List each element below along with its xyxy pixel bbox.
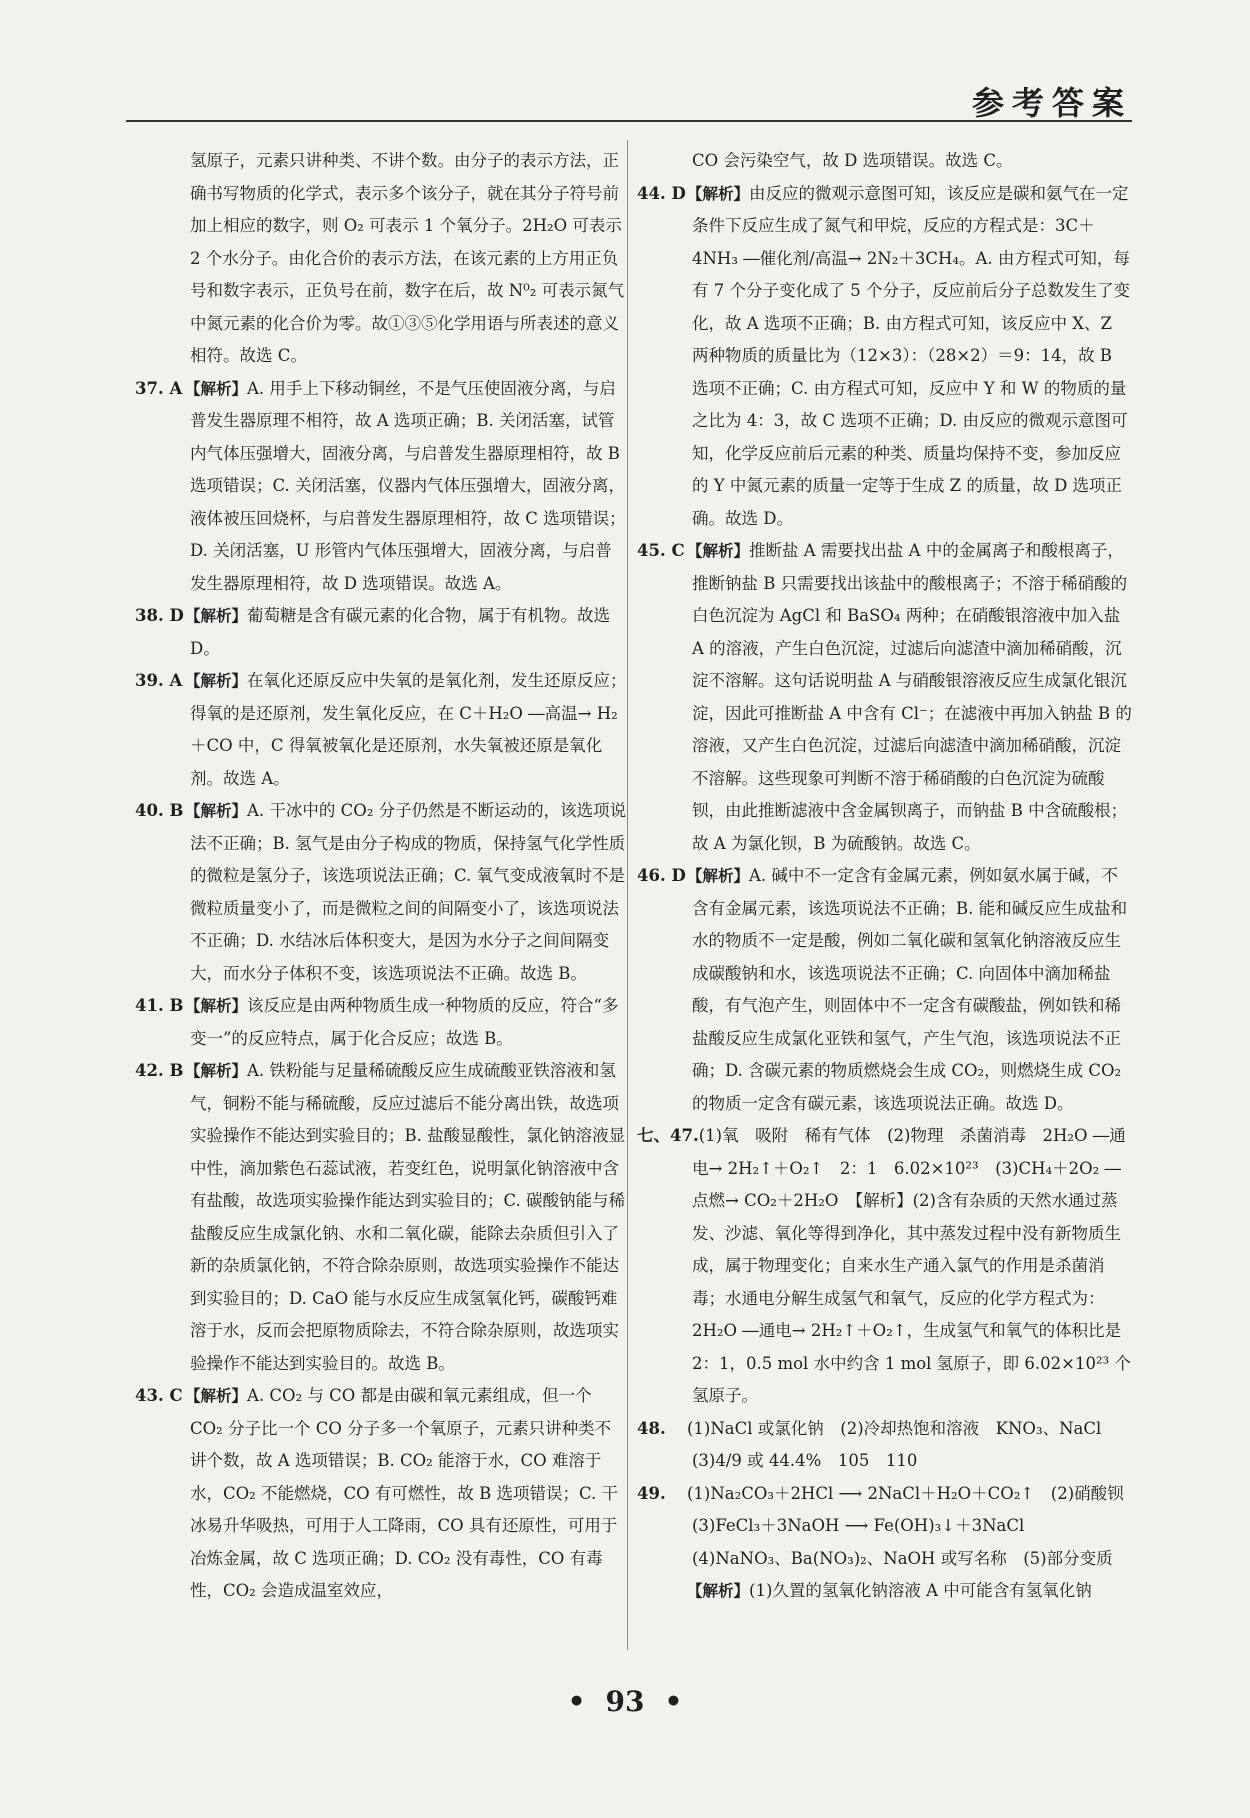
question-number: 41. B — [135, 996, 184, 1015]
answer-entry — [637, 1120, 1133, 1413]
answer-entry — [637, 1413, 1133, 1478]
analysis-tag: 【解析】 — [185, 607, 248, 625]
answer-entry — [637, 535, 1133, 860]
answer-text: (1)久置的氢氧化钠溶液 A 中可能含有氢氧化钠 — [749, 1581, 1092, 1600]
page-number-dot-left: • — [567, 1685, 586, 1718]
answer-text: A. 用手上下移动铜丝，不是气压使固液分离，与启普发生器原理不相符，故 A 选项正确；B. 关闭活塞，试管内气体压强增大，固液分离，与启普发生器原理相符，故 B 选项错误；C. 关闭活塞，仪器内气体压强增大，固液分离，液体被压回烧杯，与启普发生器原理相符，故 C 选项错误；D. 关闭活塞，U 形管内气体压强增大，固液分离，与启普发生器原理相符，故 D 选项错误。故选 A。 — [190, 378, 626, 593]
answer-entry — [135, 1380, 627, 1608]
analysis-tag: 【解析】 — [185, 997, 248, 1015]
question-number: 38. D — [135, 606, 184, 625]
analysis-tag: 【解析】 — [185, 1387, 248, 1405]
left-column — [135, 145, 627, 1608]
header-rule — [126, 120, 1132, 122]
answer-entry — [135, 795, 627, 990]
analysis-tag: 【解析】 — [687, 867, 750, 885]
answer-text: (1)NaCl 或氯化钠 (2)冷却热饱和溶液 KNO₃、NaCl (3)4/9 或 44.4% 105 110 — [687, 1418, 1118, 1470]
answer-entry — [637, 178, 1133, 536]
answer-text: A. 碱中不一定含有金属元素，例如氨水属于碱，不含有金属元素，该选项说法不正确；B. 能和碱反应生成盐和水的物质不一定是酸，例如二氧化碳和氢氧化钠溶液反应生成碳酸钠和水，该选项说法不正确；C. 向固体中滴加稀盐酸，有气泡产生，则固体中不一定含有碳酸盐，例如铁和稀盐酸反应生成氯化亚铁和氢气，产生气泡，该选项说法不正确；D. 含碳元素的物质燃烧会生成 CO₂，则燃烧生成 CO₂ 的物质一定含有碳元素，该选项说法正确。故选 D。 — [692, 866, 1128, 1113]
right-column — [637, 145, 1141, 1608]
question-number: 37. A — [135, 378, 183, 398]
answer-entry — [135, 600, 627, 665]
column-divider — [627, 140, 628, 1650]
page-number — [0, 1685, 1250, 1718]
analysis-tag: 【解析】 — [687, 1582, 750, 1600]
page-number-dot-right: • — [664, 1685, 683, 1718]
question-number: 48. — [637, 1418, 666, 1438]
answer-text: (1)氧 吸附 稀有气体 (2)物理 杀菌消毒 2H₂O ―通电→ 2H₂↑＋O₂↑ 2：1 6.02×10²³ (3)CH₄＋2O₂ ―点燃→ CO₂＋2H₂O 【解析】(2)含有杂质的天然水通过蒸发、沙滤、氧化等得到净化，其中蒸发过程中没有新物质生成，属于物理变化；自来水生产通入氯气的作用是杀菌消毒；水通电分解生成氢气和氧气，反应的化学方程式为：2H₂O ―通电→ 2H₂↑＋O₂↑，生成氢气和氧气的体积比是 2：1，0.5 mol 水中约含 1 mol 氢原子，即 6.02×10²³ 个氢原子。 — [692, 1126, 1131, 1405]
answer-entry — [135, 990, 627, 1055]
question-number: 49. — [637, 1483, 666, 1503]
answer-text: (1)Na₂CO₃＋2HCl ⟶ 2NaCl＋H₂O＋CO₂↑ (2)硝酸钡 (3)FeCl₃＋3NaOH ⟶ Fe(OH)₃↓＋3NaCl (4)NaNO₃、Ba(NO₃)₂、NaOH 或写名称 (5)部分变质 — [687, 1483, 1141, 1568]
answer-text: A. CO₂ 与 CO 都是由碳和氧元素组成，但一个 CO₂ 分子比一个 CO 分子多一个氧原子，元素只讲种类不讲个数，故 A 选项错误；B. CO₂ 能溶于水，CO 难溶于水，CO₂ 不能燃烧，CO 有可燃性，故 B 选项错误；C. 干冰易升华吸热，可用于人工降雨，CO 具有还原性，可用于冶炼金属，故 C 选项正确；D. CO₂ 没有毒性，CO 有毒性，CO₂ 会造成温室效应， — [190, 1386, 619, 1600]
question-number: 43. C — [135, 1386, 183, 1405]
answer-entry — [135, 665, 627, 795]
answer-entry — [637, 1478, 1141, 1576]
answer-text: 葡萄糖是含有碳元素的化合物，属于有机物。故选 D。 — [190, 606, 611, 658]
right-continuation: CO 会污染空气，故 D 选项错误。故选 C。 — [692, 151, 1013, 170]
analysis-tag: 【解析】 — [687, 542, 750, 560]
analysis-tag: 【解析】 — [185, 802, 248, 820]
answer-entry — [637, 860, 1133, 1120]
left-continuation: 氢原子，元素只讲种类、不讲个数。由分子的表示方法，正确书写物质的化学式，表示多个该分子，就在其分子符号前加上相应的数字，则 O₂ 可表示 1 个氧分子。2H₂O 可表示 2 个水分子。由化合价的表示方法，在该元素的上方用正负号和数字表示，正负号在前，数字在后，故 N⁰₂ 可表示氮气中氮元素的化合价为零。故①③⑤化学用语与所表述的意义相符。故选 C。 — [190, 151, 625, 365]
right-entries — [637, 178, 1141, 1608]
analysis-tag: 【解析】 — [687, 184, 750, 203]
left-entries — [135, 373, 627, 1608]
answer-text: 由反应的微观示意图可知，该反应是碳和氨气在一定条件下反应生成了氮气和甲烷，反应的方程式是：3C＋4NH₃ ―催化剂/高温→ 2N₂＋3CH₄。A. 由方程式可知，每有 7 个分子变化成了 5 个分子，反应前后分子总数发生了变化，故 A 选项不正确；B. 由方程式可知，该反应中 X、Z 两种物质的质量比为（12×3）：（28×2）＝9：14，故 B 选项不正确；C. 由方程式可知，反应中 Y 和 W 的物质的量之比为 4：3，故 C 选项不正确；D. 由反应的微观示意图可知，化学反应前后元素的种类、质量均保持不变，参加反应的 Y 中氮元素的质量一定等于生成 Z 的质量，故 D 选项正确。故选 D。 — [692, 183, 1130, 528]
answer-entry — [135, 1055, 627, 1380]
question-number: 42. B — [135, 1061, 184, 1080]
analysis-tag: 【解析】 — [185, 379, 248, 398]
answer-text: 在氧化还原反应中失氧的是氧化剂，发生还原反应；得氧的是还原剂，发生氧化反应，在 C＋H₂O ―高温→ H₂＋CO 中，C 得氧被氧化是还原剂，水失氧被还原是氧化剂。故选 A。 — [190, 671, 627, 788]
analysis-tag: 【解析】 — [185, 672, 248, 690]
question-number: 七、47. — [637, 1126, 699, 1145]
answer-entry — [135, 373, 627, 601]
answer-text: A. 干冰中的 CO₂ 分子仍然是不断运动的，该选项说法不正确；B. 氢气是由分子构成的物质，保持氢气化学性质的微粒是氢分子，该选项说法正确；C. 氧气变成液氧时不是微粒质量变小了，而是微粒之间的间隔变小了，该选项说法不正确；D. 水结冰后体积变大，是因为水分子之间间隔变大，而水分子体积不变，该选项说法不正确。故选 B。 — [190, 801, 627, 983]
question-number: 40. B — [135, 801, 184, 820]
answer-text: 该反应是由两种物质生成一种物质的反应，符合“多变一”的反应特点，属于化合反应；故选 B。 — [190, 996, 619, 1048]
answer-text: 推断盐 A 需要找出盐 A 中的金属离子和酸根离子，推断钠盐 B 只需要找出该盐中的酸根离子；不溶于稀硝酸的白色沉淀为 AgCl 和 BaSO₄ 两种；在硝酸银溶液中加入盐 A 的溶液，产生白色沉淀，过滤后向滤渣中滴加稀硝酸，沉淀不溶解。这句话说明盐 A 与硝酸银溶液反应生成氯化银沉淀，因此可推断盐 A 中含有 Cl⁻；在滤液中再加入钠盐 B 的溶液，又产生白色沉淀，过滤后向滤渣中滴加稀硝酸，沉淀不溶解。这些现象可判断不溶于稀硝酸的白色沉淀为硫酸钡，由此推断滤液中含金属钡离子，而钠盐 B 中含硫酸根；故 A 为氯化钡，B 为硫酸钠。故选 C。 — [692, 541, 1132, 853]
question-number: 44. D — [637, 183, 686, 203]
question-number: 39. A — [135, 671, 183, 690]
question-number: 45. C — [637, 541, 685, 560]
answer-text: A. 铁粉能与足量稀硫酸反应生成硫酸亚铁溶液和氢气，铜粉不能与稀硫酸，反应过滤后不能分离出铁，故选项实验操作不能达到实验目的；B. 盐酸显酸性，氯化钠溶液显中性，滴加紫色石蕊试液，若变红色，说明氯化钠溶液中含有盐酸，故选项实验操作能达到实验目的；C. 碳酸钠能与稀盐酸反应生成氯化钠、水和二氧化碳，能除去杂质但引入了新的杂质氯化钠，不符合除杂原则，故选项实验操作不能达到实验目的；D. CaO 能与水反应生成氢氧化钙，碳酸钙难溶于水，反而会把原物质除去，不符合除杂原则，故选项实验操作不能达到实验目的。故选 B。 — [190, 1061, 626, 1373]
page-header-title: 参考答案 — [971, 84, 1132, 122]
analysis-tag: 【解析】 — [185, 1062, 248, 1080]
answer-entry — [637, 1575, 1133, 1608]
page-number-value: 93 — [605, 1685, 645, 1718]
question-number: 46. D — [637, 866, 686, 885]
